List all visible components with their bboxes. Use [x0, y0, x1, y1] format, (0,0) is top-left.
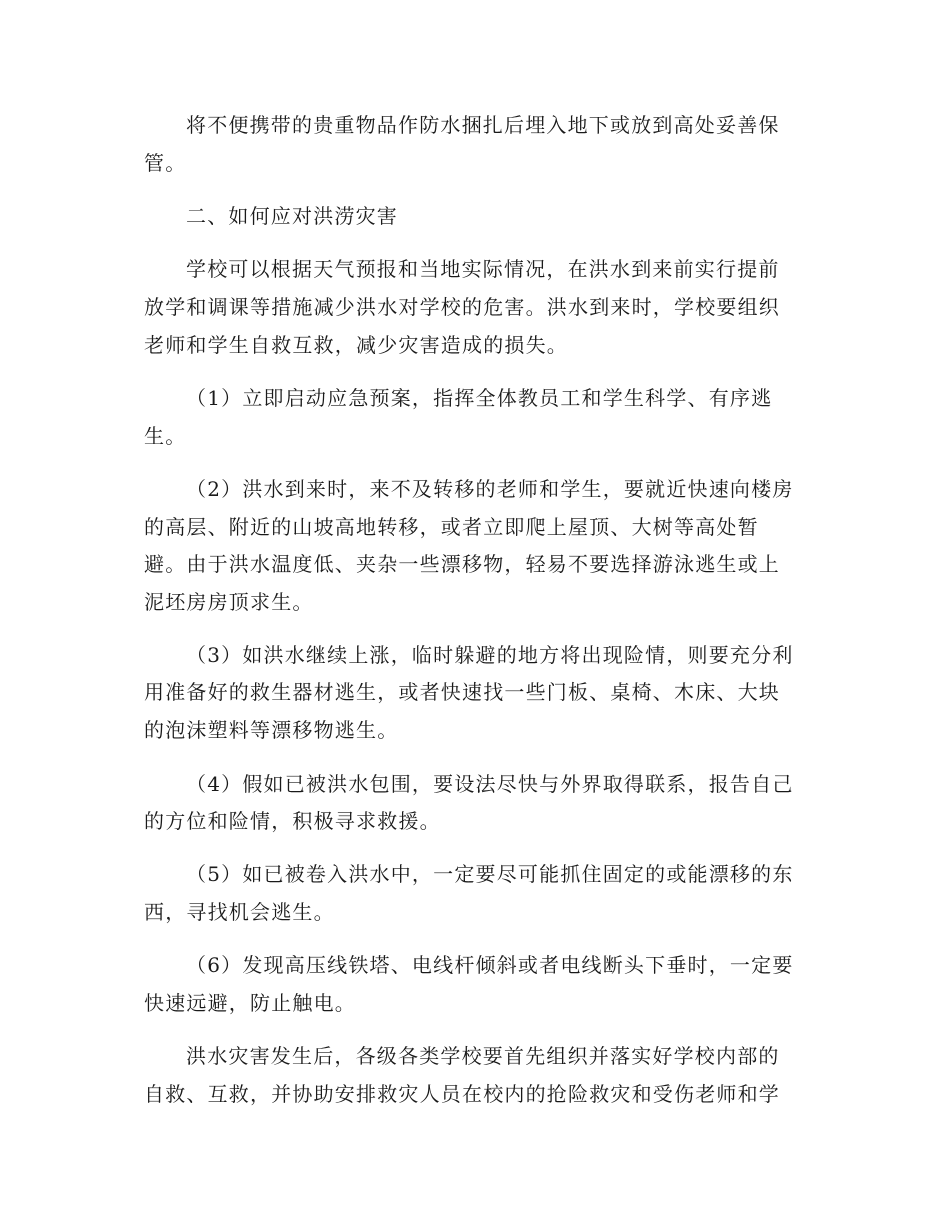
- list-item-line: （2）洪水到来时，来不及转移的老师和学生，要就近快速向楼房: [186, 477, 794, 501]
- list-item-line: （6）发现高压线铁塔、电线杆倾斜或者电线断头下垂时，一定要: [186, 953, 794, 977]
- paragraph-line: 自救、互救，并协助安排救灾人员在校内的抢险救灾和受伤老师和学: [144, 1082, 780, 1106]
- list-item-line: （5）如已被卷入洪水中，一定要尽可能抓住固定的或能漂移的东: [186, 862, 794, 886]
- list-item-line: 的泡沫塑料等漂移物逃生。: [144, 718, 399, 742]
- list-item-line: 泥坯房房顶求生。: [144, 590, 314, 614]
- list-item-line: 的高层、附近的山坡高地转移，或者立即爬上屋顶、大树等高处暂: [144, 515, 759, 539]
- paragraph-line: 将不便携带的贵重物品作防水捆扎后埋入地下或放到高处妥善保: [186, 113, 780, 137]
- paragraph-line: 管。: [144, 151, 187, 175]
- list-item-line: 快速远避，防止触电。: [144, 991, 356, 1015]
- list-item-line: 的方位和险情，积极寻求救援。: [144, 809, 441, 833]
- section-heading: 二、如何应对洪涝灾害: [186, 204, 398, 228]
- paragraph-line: 老师和学生自救互救，减少灾害造成的损失。: [144, 333, 568, 357]
- list-item-line: 用准备好的救生器材逃生，或者快速找一些门板、桌椅、木床、大块: [144, 680, 780, 704]
- list-item-line: 西，寻找机会逃生。: [144, 900, 335, 924]
- list-item-line: （4）假如已被洪水包围，要设法尽快与外界取得联系，报告自己: [186, 772, 794, 796]
- paragraph-line: 洪水灾害发生后，各级各类学校要首先组织并落实好学校内部的: [186, 1044, 780, 1068]
- paragraph-line: 放学和调课等措施减少洪水对学校的危害。洪水到来时，学校要组织: [144, 295, 780, 319]
- list-item-line: （1）立即启动应急预案，指挥全体教员工和学生科学、有序逃: [186, 386, 773, 410]
- list-item-line: （3）如洪水继续上涨，临时躲避的地方将出现险情，则要充分利: [186, 643, 794, 667]
- list-item-line: 生。: [144, 424, 187, 448]
- paragraph-line: 学校可以根据天气预报和当地实际情况，在洪水到来前实行提前: [186, 257, 780, 281]
- list-item-line: 避。由于洪水温度低、夹杂一些漂移物，轻易不要选择游泳逃生或上: [144, 552, 780, 576]
